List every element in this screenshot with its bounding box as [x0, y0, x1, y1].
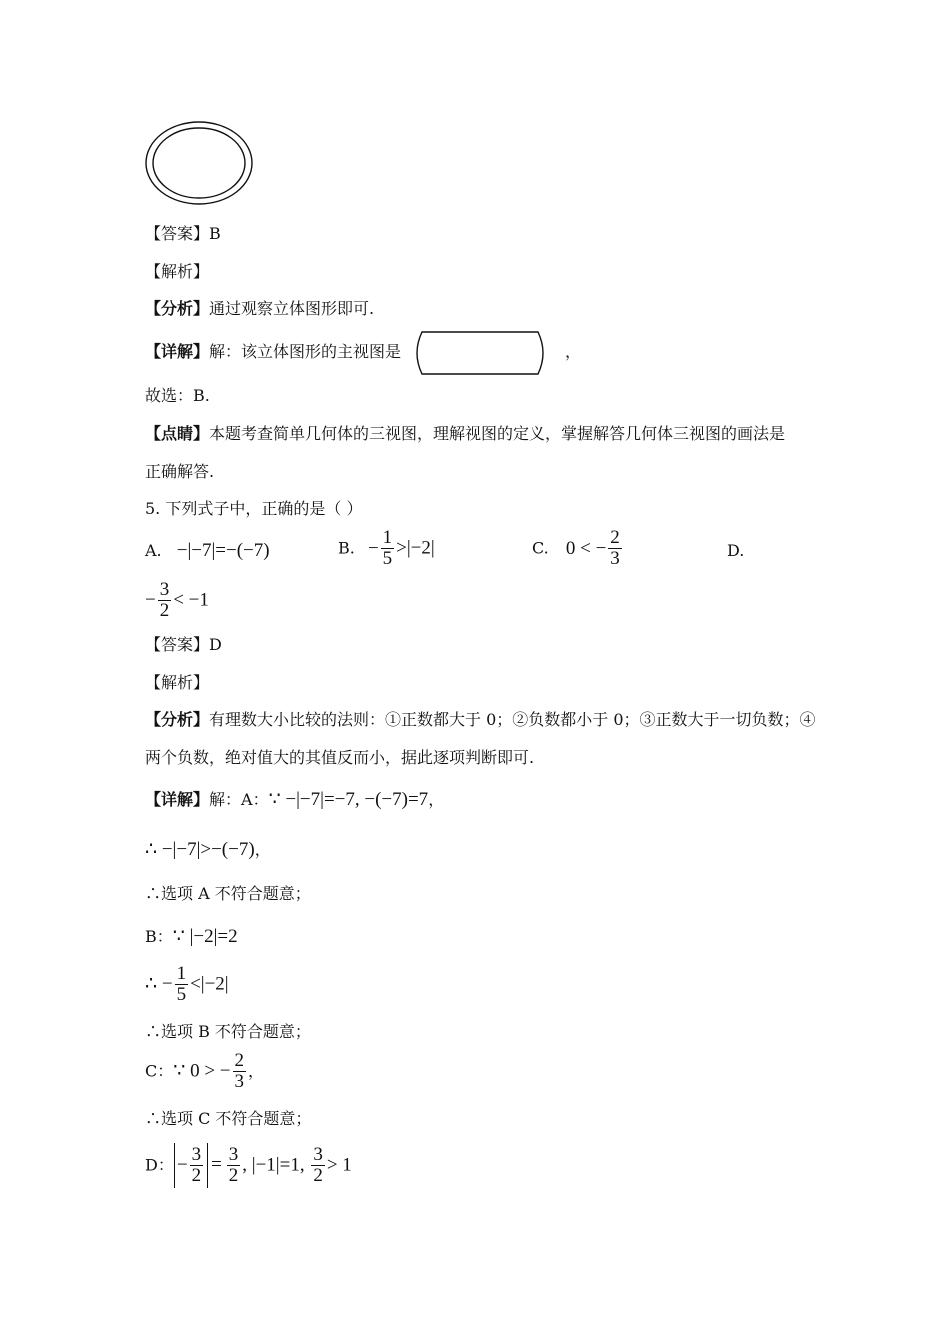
step-d1-denominator-2: 2 [228, 1164, 239, 1186]
option-a-label: A. [145, 541, 162, 560]
detail-5-a [145, 789, 444, 811]
comment-text-1: 本题考查简单几何体的三视图，理解视图的定义，掌握解答几何体三视图的画法是 [209, 424, 786, 443]
step-a2-tail: ， [254, 840, 271, 859]
fenxi-label: 【分析】 [145, 299, 210, 318]
answer-5: 【答案】D [145, 635, 222, 654]
step-a2-math: ∴ −|−7|>−(−7) [145, 839, 255, 860]
option-d-denominator: 2 [159, 600, 170, 621]
analysis-heading: 【解析】 [145, 262, 210, 281]
option-d-math [145, 580, 209, 621]
step-a2 [145, 839, 271, 861]
step-d1-denominator-3: 2 [313, 1164, 323, 1186]
step-c2: ∴选项 C 不符合题意； [145, 1109, 312, 1128]
detail-line [145, 341, 401, 363]
step-d1-fraction-3 [311, 1145, 325, 1186]
step-c1-tail: ， [248, 1061, 265, 1081]
option-b-sign: − [367, 537, 379, 559]
fenxi-line [145, 298, 374, 320]
step-b2-fraction [175, 964, 189, 1005]
option-b-denominator: 5 [382, 548, 393, 569]
option-b-numerator: 1 [382, 527, 393, 548]
step-b1-label: B： [145, 927, 173, 946]
step-d1-eq: = [211, 1154, 222, 1176]
question-5-stem: 5. 下列式子中，正确的是（ ） [145, 499, 363, 518]
analysis-5: 【解析】 [145, 673, 210, 692]
step-c1-denominator: 3 [234, 1071, 245, 1092]
option-b-label: B. [338, 538, 355, 558]
step-c1-numerator: 2 [234, 1050, 245, 1071]
step-d1-numerator: 3 [191, 1144, 202, 1166]
step-b1 [145, 926, 238, 948]
fenxi-5-line-2: 两个负数，绝对值大的其值反而小，据此逐项判断即可. [145, 748, 535, 767]
step-b3: ∴选项 B 不符合题意； [145, 1022, 311, 1041]
detail-5-label: 【详解】 [145, 790, 210, 809]
option-b-fraction [381, 528, 395, 569]
option-d-numerator: 3 [159, 579, 170, 600]
step-b2-lead: ∴ − [145, 973, 173, 995]
step-b2 [145, 964, 229, 1005]
step-d1-denominator: 2 [191, 1165, 202, 1187]
step-d1-label: D： [145, 1155, 174, 1175]
comment-label: 【点睛】 [145, 424, 210, 443]
option-d-sign: − [145, 589, 156, 611]
answer-line: 【答案】B [145, 224, 221, 243]
step-b1-math: ∵ |−2|=2 [172, 926, 238, 947]
step-b2-rest: <|−2| [190, 973, 229, 995]
fenxi-5-line-1 [145, 709, 816, 731]
step-d1-numerator-3: 3 [313, 1143, 323, 1165]
option-c-denominator: 3 [610, 548, 620, 569]
step-d1-fraction-2 [227, 1145, 241, 1186]
option-c-numerator: 2 [610, 527, 620, 548]
step-c1 [145, 1051, 264, 1092]
front-view-figure [410, 330, 550, 376]
fenxi-5-label: 【分析】 [145, 710, 210, 729]
step-c1-lead: ∵ 0 > − [173, 1060, 231, 1082]
option-c [532, 528, 624, 569]
detail-tail: ， [565, 342, 582, 361]
step-d1-numerator-2: 3 [228, 1143, 239, 1165]
step-d1-sign: − [176, 1154, 188, 1176]
step-c1-label: C： [145, 1061, 174, 1081]
fenxi-text: 通过观察立体图形即可. [209, 299, 375, 318]
comment-line-2: 正确解答. [145, 462, 215, 481]
detail-5-a-math: ∵ −|−7|=−7, −(−7)=7 [268, 789, 429, 810]
step-d1-fraction [190, 1145, 204, 1186]
option-c-label: C. [532, 538, 549, 558]
detail-5-a-tail: ， [428, 790, 445, 809]
option-d-label: D. [727, 541, 745, 560]
comment-line-1 [145, 423, 785, 445]
step-b2-numerator: 1 [176, 963, 187, 984]
step-d1-end: > 1 [326, 1154, 352, 1176]
detail-text: 解：该立体图形的主视图是 [209, 342, 402, 361]
option-c-lead: 0 < − [565, 537, 607, 559]
detail-5-a-text: 解：A： [209, 790, 269, 809]
detail-label: 【详解】 [145, 342, 210, 361]
fenxi-5-text-1: 有理数大小比较的法则：①正数都大于 0；②负数都小于 0；③正数大于一切负数；④ [209, 710, 816, 729]
option-a-math: −|−7|=−(−7) [176, 540, 270, 561]
step-a3: ∴选项 A 不符合题意； [145, 884, 311, 903]
step-d1-mid: , |−1|=1, [242, 1154, 310, 1176]
step-d1 [145, 1143, 352, 1188]
step-c1-fraction [233, 1051, 247, 1092]
option-d-fraction [158, 580, 172, 621]
choose-line: 故选：B. [145, 386, 210, 405]
option-d-rest: < −1 [173, 589, 209, 611]
option-b [338, 528, 435, 569]
double-ellipse-figure [140, 118, 258, 208]
step-d1-abs [174, 1143, 208, 1188]
step-b2-denominator: 5 [176, 984, 187, 1005]
option-b-rest: >|−2| [396, 537, 435, 559]
option-c-fraction [608, 528, 622, 569]
option-a [145, 540, 270, 562]
